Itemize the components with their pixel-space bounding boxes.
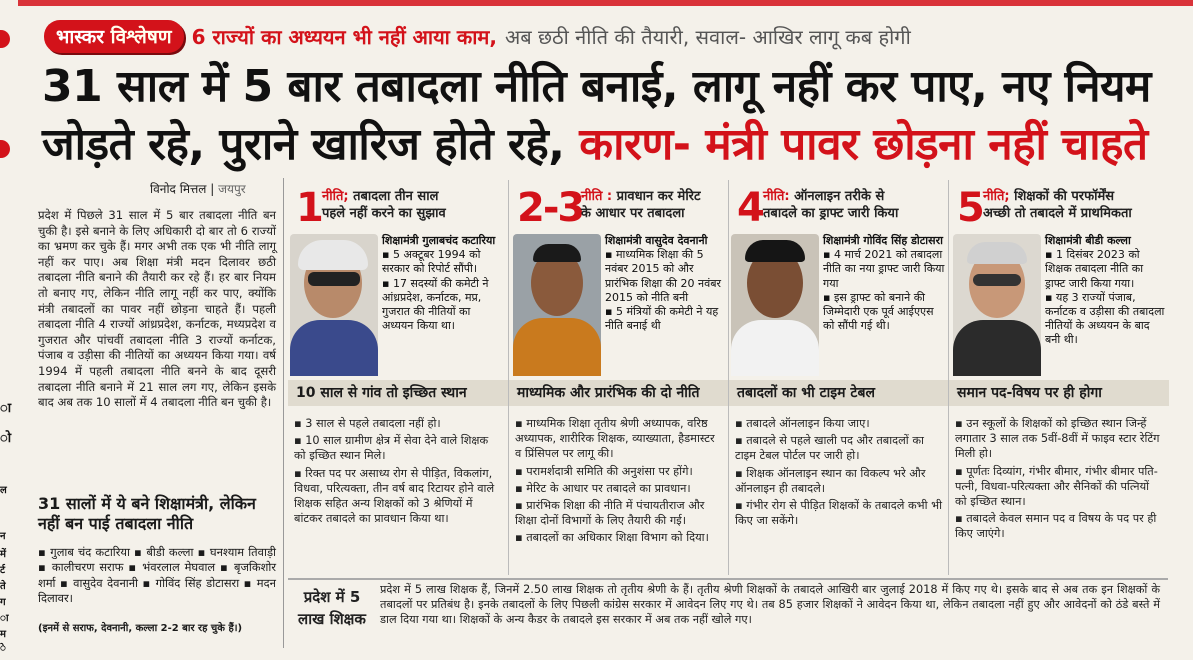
badge-text-a: भास्कर: [56, 26, 105, 48]
policy-title: [763, 188, 898, 222]
list-item: ▪ परामर्शदात्री समिति की अनुशंसा पर होंगे।: [515, 464, 693, 478]
hair-shape: [967, 242, 1027, 264]
policy-column: [508, 180, 728, 575]
column-divider: [283, 178, 284, 648]
caption-point: ▪ 5 मंत्रियों की कमेटी ने यह नीति बनाई थी: [605, 305, 719, 333]
policy-column: [288, 180, 508, 575]
bottom-info-box: [288, 578, 1168, 640]
caption-point: ▪ 1 दिसंबर 2023 को शिक्षक तबादला नीति का ड्राफ्ट जारी किया गया।: [1045, 248, 1144, 290]
list-item: ▪ रिक्त पद पर असाध्य रोग से पीड़ित, विकलांग, विधवा, परित्यक्ता, तीन वर्ष बाद रिटायर होने वाले शिक्षक सहित अन्य शिक्षकों को 3 श्रेणियों में बांटकर तबादले का प्रावधान किया था।: [294, 466, 495, 526]
hair-shape: [745, 240, 805, 262]
list-item: ▪ तबादले ऑनलाइन किया जाए।: [735, 417, 870, 430]
policy-subhead: 10 साल से गांव तो इच्छित स्थान: [288, 380, 508, 406]
minister-note: (इनमें से सराफ, देवनानी, कल्ला 2-2 बार रह चुके हैं।): [38, 623, 243, 634]
left-subhead: 31 सालों में ये बने शिक्षामंत्री, लेकिन नहीं बन पाई तबादला नीति: [38, 494, 256, 533]
headline-line-2-red: कारण- मंत्री पावर छोड़ना नहीं चाहते: [564, 119, 1148, 170]
glasses-shape: [308, 272, 360, 286]
hair-shape: [298, 240, 368, 270]
policy-title-rest: ऑनलाइन तरीके से: [789, 189, 885, 204]
policy-header: [729, 184, 949, 232]
policy-title-rest: शिक्षकों की परफॉर्मेंस: [1009, 189, 1115, 204]
caption-point: ▪ माध्यमिक शिक्षा की 5 नवंबर 2015 को और प्रारंभिक शिक्षा की 20 नवंबर 2015 को नीति बनी: [605, 248, 721, 304]
policy-title-line2: तबादले का ड्राफ्ट जारी किया: [763, 206, 899, 221]
policy-list: [735, 416, 943, 530]
policy-title: [581, 188, 701, 222]
edge-red-dot: [0, 140, 10, 158]
policy-list: [955, 416, 1163, 544]
policy-title-line2: अच्छी तो तबादले में प्राथमिकता: [983, 206, 1132, 221]
shirt-shape: [290, 320, 378, 376]
policy-title: [983, 188, 1132, 222]
policy-column: [948, 180, 1168, 575]
edge-fragment: ा: [0, 401, 12, 416]
list-item: ▪ शिक्षक ऑनलाइन स्थान का विकल्प भरे और ऑनलाइन ही तबादले।: [735, 466, 926, 495]
caption-point: ▪ 4 मार्च 2021 को तबादला नीति का नया ड्राफ्ट जारी किया गया: [823, 248, 945, 290]
headline-line-2: [42, 119, 1172, 170]
policy-subhead: समान पद-विषय पर ही होगा: [949, 380, 1169, 406]
caption-minister-name: शिक्षामंत्री गुलाबचंद कटारिया: [382, 234, 496, 247]
policy-column: [728, 180, 948, 575]
list-item: ▪ तबादले केवल समान पद व विषय के पद पर ही किए जाएंगे।: [955, 512, 1157, 541]
photo-caption: [382, 234, 504, 333]
section-badge: [44, 20, 184, 53]
edge-fragment: ग: [0, 597, 6, 608]
policy-header: [288, 184, 508, 232]
kicker: [44, 20, 911, 53]
caption-minister-name: शिक्षामंत्री बीडी कल्ला: [1045, 234, 1131, 247]
minister-photo: [290, 234, 378, 376]
caption-point: ▪ 17 सदस्यों की कमेटी ने आंध्रप्रदेश, कर्नाटक, मप्र, गुजरात की नीतियों का अध्ययन किया था।: [382, 276, 489, 333]
policy-title-line2: पहले नहीं करने का सुझाव: [322, 206, 446, 221]
policy-label: नीति;: [322, 189, 349, 204]
edge-fragment: ा: [0, 613, 9, 624]
left-body-text: प्रदेश में पिछले 31 साल में 5 बार तबादला नीति बन चुकी है। इसे बनाने के लिए अधिकारी दो बार तो 6 राज्यों का भ्रमण कर चुके हैं। मगर अभी तक एक भी नीति लागू नहीं कर पाए। अब शिक्षा मंत्री मदन दिलावर छठी तबादला नीति बनाने की तैयारी कर रहे हैं। हर बार नियम तो बनाए गए, लेकिन नीति लागू नहीं कर पाए, क्योंकि मंत्री तबादलों का पावर नहीं छोड़ना चाहते हैं। पहली तबादला नीति 4 राज्यों आंध्रप्रदेश, कर्नाटक, मध्यप्रदेश व गुजरात और पांचवीं तबादला नीति 3 राज्यों कर्नाटक, पंजाब व उड़ीसा की नीतियों का अध्ययन किया गया। वर्ष 1994 में पहली तबादला नीति बनने के बाद दूसरी तबादला नीति बनाने में 21 साल लग गए, लेकिन इसके बाद अब तक 10 सालों में 4 तबादला नीति बन चुकी है।: [38, 208, 276, 410]
list-item: ▪ तबादलों का अधिकार शिक्षा विभाग को दिया।: [515, 531, 709, 545]
bottom-label: प्रदेश में 5 लाख शिक्षक: [298, 588, 366, 628]
photo-caption: [605, 234, 725, 333]
policy-subhead: माध्यमिक और प्रारंभिक की दो नीति: [509, 380, 729, 406]
policy-title: [322, 188, 446, 222]
edge-fragment: े: [0, 643, 6, 654]
kicker-red-text: 6 राज्यों का अध्ययन भी नहीं आया काम,: [191, 25, 497, 49]
caption-minister-name: शिक्षामंत्री वासुदेव देवनानी: [605, 234, 708, 247]
minister-photo: [953, 234, 1041, 376]
policy-label: नीति:: [763, 189, 790, 204]
headline-line-1: 31 साल में 5 बार तबादला नीति बनाई, लागू नहीं कर पाए, नए नियम: [42, 61, 1151, 112]
kicker-grey-text: अब छठी नीति की तैयारी, सवाल- आखिर लागू कब होगी: [504, 25, 911, 49]
policy-title-line2: के आधार पर तबादला: [581, 206, 685, 221]
policy-label: नीति :: [581, 189, 613, 204]
edge-fragment: ते: [0, 581, 6, 592]
shirt-shape: [953, 320, 1041, 376]
list-item: ▪ 10 साल ग्रामीण क्षेत्र में सेवा देने वाले शिक्षक को इच्छित स्थान मिले।: [294, 434, 489, 463]
policy-list: [515, 416, 723, 548]
caption-point: ▪ इस ड्राफ्ट को बनाने की जिम्मेदारी एक पूर्व आईएएस को सौंपी गई थी।: [823, 290, 934, 333]
policy-number: 2-3: [517, 185, 584, 231]
minister-names: ▪ गुलाब चंद कटारिया ▪ बीडी कल्ला ▪ घनश्याम तिवाड़ी ▪ कालीचरण सराफ ▪ भंवरलाल मेघवाल ▪ बृजकिशोर शर्मा ▪ वासुदेव देवनानी ▪ गोविंद सिंह डोटासरा ▪ मदन दिलावर।: [38, 545, 276, 605]
top-rule: [18, 0, 1193, 6]
badge-text-b: विश्लेषण: [110, 26, 172, 48]
list-item: ▪ उन स्कूलों के शिक्षकों को इच्छित स्थान जिन्हें लगातार 3 साल तक 5वीं-8वीं में फाइव स्टार रेटिंग मिली हो।: [955, 417, 1160, 461]
policy-number: 1: [296, 185, 322, 231]
caption-point: ▪ 5 अक्टूबर 1994 को सरकार को रिपोर्ट सौंपी।: [382, 248, 481, 276]
minister-photo: [513, 234, 601, 376]
policy-number: 4: [737, 185, 763, 231]
policy-title-rest: प्रावधान कर मेरिट: [612, 189, 701, 204]
byline-author: विनोद मित्तल: [150, 182, 207, 196]
shirt-shape: [731, 320, 819, 376]
policy-header: [509, 184, 729, 232]
byline: [150, 180, 246, 197]
glasses-shape: [973, 274, 1021, 286]
edge-fragment: र्ट: [0, 565, 6, 576]
edge-red-dot: [0, 30, 10, 48]
list-item: ▪ तबादले से पहले खाली पद और तबादलों का टाइम टेबल पोर्टल पर जारी हो।: [735, 434, 924, 463]
minister-photo: [731, 234, 819, 376]
edge-fragment: ो: [0, 431, 12, 446]
edge-fragment: ल: [0, 485, 7, 496]
list-item: ▪ मेरिट के आधार पर तबादले का प्रावधान।: [515, 481, 691, 495]
caption-minister-name: शिक्षामंत्री गोविंद सिंह डोटासरा: [823, 234, 943, 247]
policies-panel: [288, 180, 1168, 575]
photo-caption: [1045, 234, 1165, 348]
policy-label: नीति;: [983, 189, 1010, 204]
policy-header: [949, 184, 1169, 232]
byline-separator: |: [206, 182, 219, 196]
edge-fragment: न: [0, 531, 6, 542]
headline-line-2-black: जोड़ते रहे, पुराने खारिज होते रहे,: [42, 119, 565, 170]
photo-caption: [823, 234, 945, 333]
shirt-shape: [513, 318, 601, 376]
policy-number: 5: [957, 185, 983, 231]
hair-shape: [533, 244, 581, 262]
byline-city: जयपुर: [218, 182, 246, 196]
policy-list: [294, 416, 502, 528]
list-item: ▪ गंभीर रोग से पीड़ित शिक्षकों के तबादले कभी भी किए जा सकेंगे।: [735, 499, 942, 528]
edge-fragment: म: [0, 629, 6, 640]
list-item: ▪ प्रारंभिक शिक्षा की नीति में पंचायतीराज और शिक्षा दोनों विभागों के लिए तैयारी की गई।: [515, 499, 705, 528]
policy-subhead: तबादलों का भी टाइम टेबल: [729, 380, 949, 406]
edge-fragment: में: [0, 549, 6, 560]
list-item: ▪ 3 साल से पहले तबादला नहीं हो।: [294, 417, 441, 430]
list-item: ▪ माध्यमिक शिक्षा तृतीय श्रेणी अध्यापक, वरिष्ठ अध्यापक, शारीरिक शिक्षक, व्याख्याता, हैडमास्टर व प्रिंसिपल पर लागू की।: [515, 417, 715, 461]
policy-title-rest: तबादला तीन साल: [348, 189, 439, 204]
caption-point: ▪ यह 3 राज्यों पंजाब, कर्नाटक व उड़ीसा की तबादला नीतियों के अध्ययन के बाद बनी थी।: [1045, 290, 1165, 347]
list-item: ▪ पूर्णतः दिव्यांग, गंभीर बीमार, गंभीर बीमार पति-पत्नी, विधवा-परित्यक्ता और सैनिकों की पत्नियों को इच्छित स्थान।: [955, 464, 1158, 509]
bottom-text: प्रदेश में 5 लाख शिक्षक हैं, जिनमें 2.50 लाख शिक्षक तो तृतीय श्रेणी के हैं। तृतीय श्रेणी शिक्षकों के तबादले आखिरी बार जुलाई 2018 में किए गए थे। इसके बाद से अब तक इन शिक्षकों के तबादलों पर प्रतिबंध है। इनके तबादलों के लिए पिछली कांग्रेस सरकार में आवेदन लिए गए थे। तब 85 हजार शिक्षकों ने आवेदन किया था, लेकिन तबादला नहीं हुए और आवेदनों को ठंडे बस्ते में डाल दिया गया था। शिक्षकों के अन्य कैडर के तबादले इस सरकार में अब तक नहीं खोले गए।: [380, 583, 1160, 626]
